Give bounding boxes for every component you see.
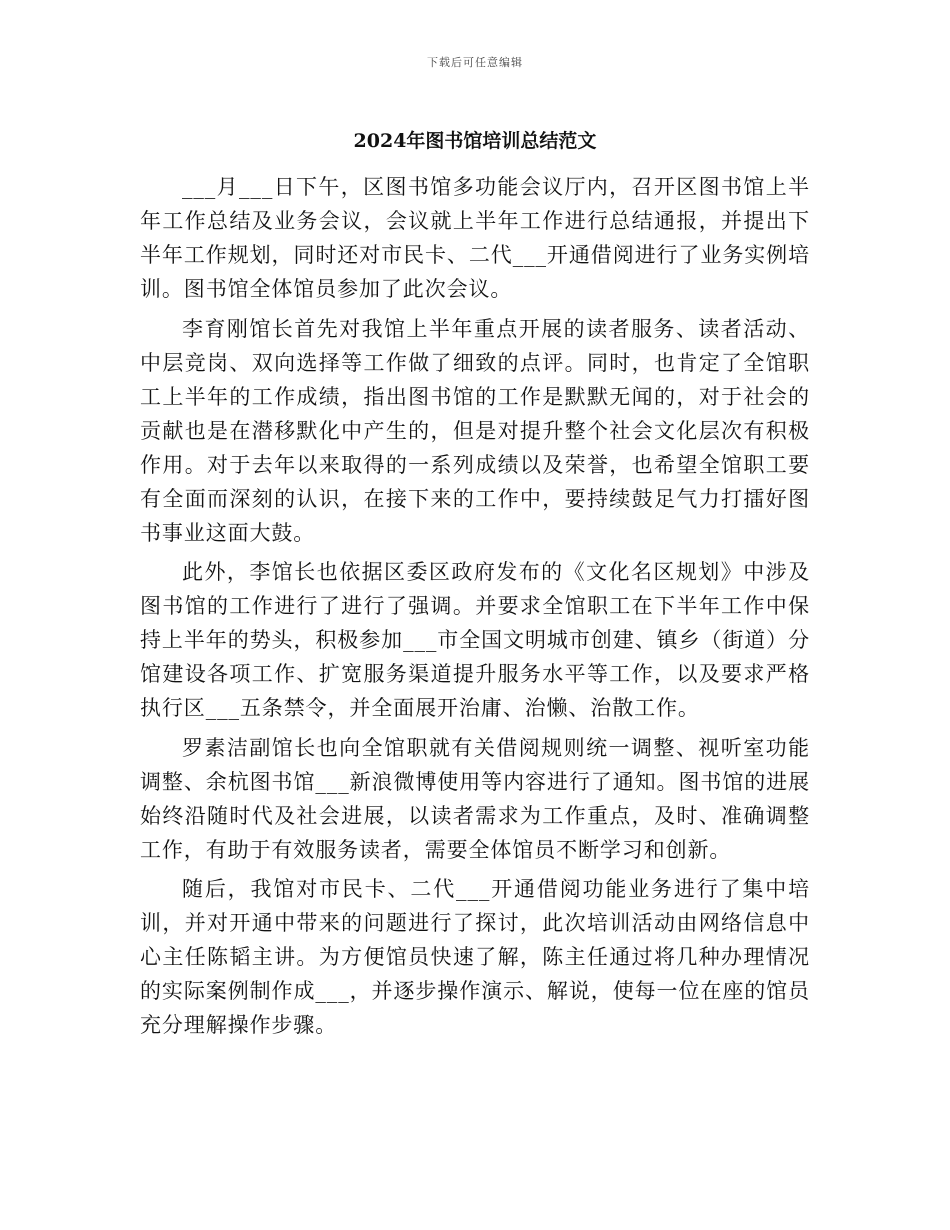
header-note: 下载后可任意编辑 xyxy=(427,56,523,69)
paragraph-4: 罗素洁副馆长也向全馆职就有关借阅规则统一调整、视听室功能调整、余杭图书馆___新浪微博使用等内容进行了通知。图书馆的进展始终沿随时代及社会进展，以读者需求为工作重点，及时、准确调整工作，有助于有效服务读者，需要全体馆员不断学习和创新。 xyxy=(140,735,810,862)
paragraph-2: 李育刚馆长首先对我馆上半年重点开展的读者服务、读者活动、中层竞岗、双向选择等工作做了细致的点评。同时，也肯定了全馆职工上半年的工作成绩，指出图书馆的工作是默默无闻的，对于社会的贡献也是在潜移默化中产生的，但是对提升整个社会文化层次有积极作用。对于去年以来取得的一系列成绩以及荣誉，也希望全馆职工要有全面而深刻的认识，在接下来的工作中，要持续鼓足气力打擂好图书事业这面大鼓。 xyxy=(140,316,810,545)
paragraph-3: 此外，李馆长也依据区委区政府发布的《文化名区规划》中涉及图书馆的工作进行了进行了强调。并要求全馆职工在下半年工作中保持上半年的势头，积极参加___市全国文明城市创建、镇乡（街道）分馆建设各项工作、扩宽服务渠道提升服务水平等工作，以及要求严格执行区___五条禁令，并全面展开治庸、治懒、治散工作。 xyxy=(140,560,810,720)
document-title: 2024年图书馆培训总结范文 xyxy=(353,130,597,152)
document-body xyxy=(140,170,810,1048)
paragraph-1: ___月___日下午，区图书馆多功能会议厅内，召开区图书馆上半年工作总结及业务会议，会议就上半年工作进行总结通报，并提出下半年工作规划，同时还对市民卡、二代___开通借阅进行了业务实例培训。图书馆全体馆员参加了此次会议。 xyxy=(140,175,810,301)
paragraph-5: 随后，我馆对市民卡、二代___开通借阅功能业务进行了集中培训，并对开通中带来的问题进行了探讨，此次培训活动由网络信息中心主任陈韬主讲。为方便馆员快速了解，陈主任通过将几种办理情况的实际案例制作成___，并逐步操作演示、解说，使每一位在座的馆员充分理解操作步骤。 xyxy=(140,877,810,1037)
